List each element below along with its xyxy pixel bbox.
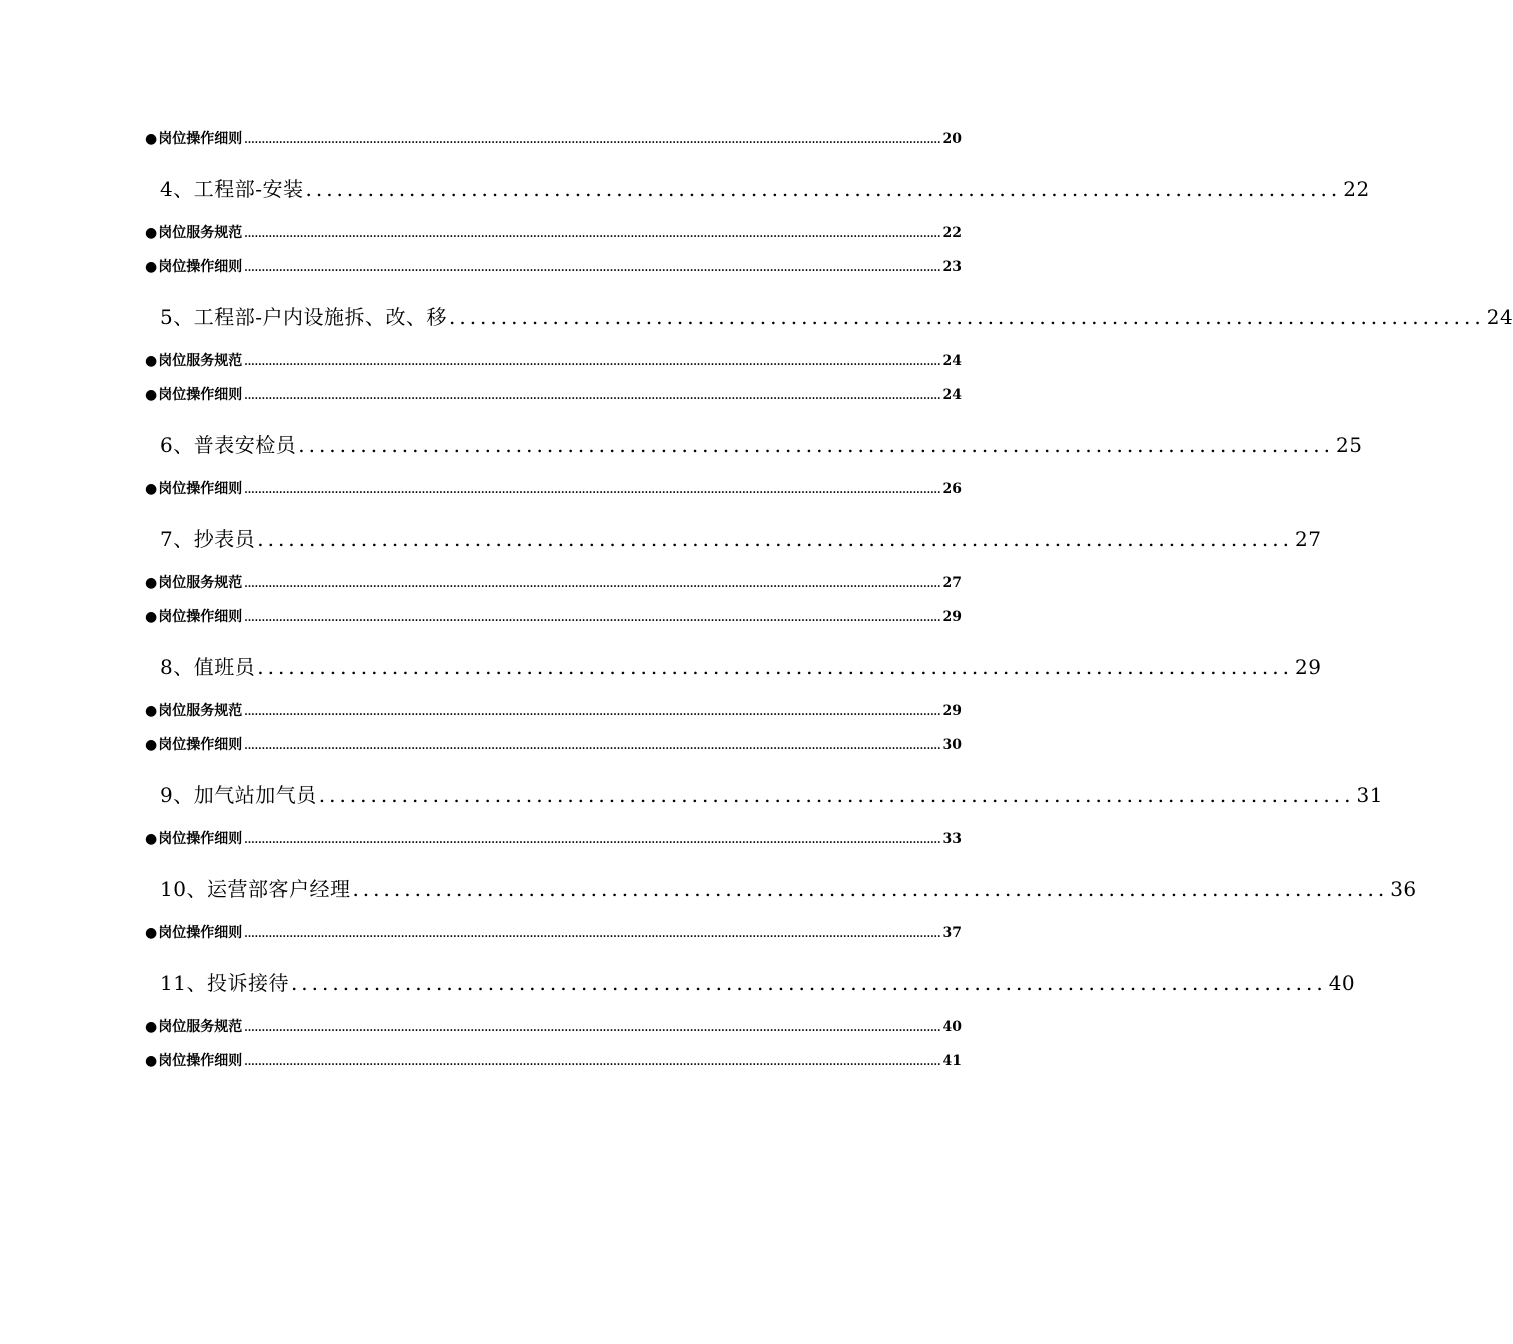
bullet-icon: ●: [145, 387, 158, 403]
toc-page-number: 25: [1335, 433, 1363, 457]
toc-entry-label: 岗位操作细则: [158, 831, 243, 847]
toc-entry[interactable]: [145, 828, 962, 848]
dot-leader: ....................................................................................................: [257, 655, 1293, 679]
toc-entry-label: 6、普表安检员: [160, 433, 297, 457]
bullet-icon: ●: [145, 703, 158, 719]
dot-leader: ........................................................................................................................................................................................................: [244, 263, 941, 274]
dot-leader: ....................................................................................................: [290, 971, 1327, 995]
toc-entry-label: 岗位操作细则: [158, 1053, 243, 1069]
dot-leader: ........................................................................................................................................................................................................: [244, 579, 941, 590]
toc-entry-label: 岗位服务规范: [158, 703, 243, 719]
toc-entry-label: 岗位服务规范: [158, 575, 243, 591]
toc-page-number: 41: [942, 1053, 962, 1069]
bullet-icon: ●: [145, 1053, 158, 1069]
toc-page-number: 22: [1343, 177, 1370, 201]
toc-entry-label: 岗位操作细则: [158, 481, 243, 497]
toc-page-number: 26: [942, 481, 962, 497]
dot-leader: ....................................................................................................: [352, 877, 1389, 901]
dot-leader: ........................................................................................................................................................................................................: [244, 835, 941, 846]
toc-page-number: 29: [942, 703, 962, 719]
toc-entry[interactable]: [145, 128, 962, 148]
dot-leader: ....................................................................................................: [257, 527, 1293, 551]
toc-entry[interactable]: [145, 478, 962, 498]
dot-leader: ........................................................................................................................................................................................................: [244, 391, 941, 402]
dot-leader: ....................................................................................................: [318, 783, 1355, 807]
toc-entry[interactable]: [145, 572, 962, 592]
dot-leader: ....................................................................................................: [305, 177, 1342, 201]
toc-page-number: 22: [942, 225, 962, 241]
bullet-icon: ●: [145, 225, 158, 241]
dot-leader: ........................................................................................................................................................................................................: [244, 929, 941, 940]
toc-entry-label: 岗位操作细则: [158, 259, 243, 275]
dot-leader: ........................................................................................................................................................................................................: [244, 357, 941, 368]
toc-entry-label: 岗位操作细则: [158, 609, 243, 625]
toc-page-number: 40: [942, 1019, 962, 1035]
dot-leader: ........................................................................................................................................................................................................: [244, 485, 941, 496]
toc-entry-label: 岗位操作细则: [158, 737, 243, 753]
dot-leader: ....................................................................................................: [448, 305, 1485, 329]
bullet-icon: ●: [145, 353, 158, 369]
toc-entry-label: 岗位操作细则: [158, 387, 243, 403]
toc-entry[interactable]: [145, 350, 962, 370]
toc-entry-label: 11、投诉接待: [160, 971, 289, 995]
bullet-icon: ●: [145, 737, 158, 753]
bullet-icon: ●: [145, 925, 158, 941]
toc-page-number: 23: [942, 259, 962, 275]
toc-page-number: 24: [942, 387, 962, 403]
toc-entry-label: 4、工程部-安装: [160, 177, 304, 201]
toc-entry-label: 8、值班员: [160, 655, 256, 679]
toc-page-number: 36: [1390, 877, 1417, 901]
toc-entry-label: 9、加气站加气员: [160, 783, 317, 807]
bullet-icon: ●: [145, 259, 158, 275]
toc-page-number: 29: [942, 609, 962, 625]
toc-entry[interactable]: [145, 700, 962, 720]
toc-entry[interactable]: [160, 967, 1356, 996]
toc-entry[interactable]: [160, 873, 1417, 902]
toc-page-number: 27: [1294, 527, 1322, 551]
toc-page-number: 33: [942, 831, 962, 847]
bullet-icon: ●: [145, 609, 158, 625]
toc-entry[interactable]: [160, 173, 1370, 202]
dot-leader: ........................................................................................................................................................................................................: [244, 741, 941, 752]
toc-entry[interactable]: [145, 922, 962, 942]
toc-page-number: 24: [942, 353, 962, 369]
dot-leader: ........................................................................................................................................................................................................: [244, 1023, 941, 1034]
bullet-icon: ●: [145, 575, 158, 591]
toc-page-number: 31: [1356, 783, 1383, 807]
toc-page-number: 40: [1328, 971, 1356, 995]
toc-entry-label: 岗位操作细则: [158, 925, 243, 941]
toc-entry[interactable]: [145, 384, 962, 404]
toc-page-number: 37: [942, 925, 962, 941]
toc-entry-label: 岗位服务规范: [158, 353, 243, 369]
toc-page-number: 29: [1294, 655, 1322, 679]
toc-page-number: 20: [942, 131, 962, 147]
toc-entry[interactable]: [160, 779, 1383, 808]
bullet-icon: ●: [145, 831, 158, 847]
toc-entry[interactable]: [145, 1050, 962, 1070]
toc-entry-label: 10、运营部客户经理: [160, 877, 351, 901]
bullet-icon: ●: [145, 1019, 158, 1035]
toc-entry-label: 岗位服务规范: [158, 225, 243, 241]
dot-leader: ........................................................................................................................................................................................................: [244, 229, 941, 240]
toc-entry[interactable]: [160, 523, 1322, 552]
dot-leader: ....................................................................................................: [298, 433, 1334, 457]
toc-entry[interactable]: [145, 222, 962, 242]
toc-entry[interactable]: [160, 301, 1513, 330]
dot-leader: ........................................................................................................................................................................................................: [244, 135, 941, 146]
toc-entry[interactable]: [145, 256, 962, 276]
toc-entry[interactable]: [145, 734, 962, 754]
toc-page-number: 24: [1486, 305, 1513, 329]
toc-entry-label: 岗位操作细则: [158, 131, 243, 147]
bullet-icon: ●: [145, 481, 158, 497]
toc-entry[interactable]: [145, 606, 962, 626]
toc-entry[interactable]: [160, 651, 1322, 680]
toc-entry[interactable]: [160, 429, 1363, 458]
toc-page-number: 27: [942, 575, 962, 591]
bullet-icon: ●: [145, 131, 158, 147]
toc-entry-label: 7、抄表员: [160, 527, 256, 551]
toc-entry-label: 5、工程部-户内设施拆、改、移: [160, 305, 447, 329]
dot-leader: ........................................................................................................................................................................................................: [244, 613, 941, 624]
toc-entry-label: 岗位服务规范: [158, 1019, 243, 1035]
dot-leader: ........................................................................................................................................................................................................: [244, 707, 941, 718]
dot-leader: ........................................................................................................................................................................................................: [244, 1057, 941, 1068]
toc-page-number: 30: [942, 737, 962, 753]
toc-entry[interactable]: [145, 1016, 962, 1036]
